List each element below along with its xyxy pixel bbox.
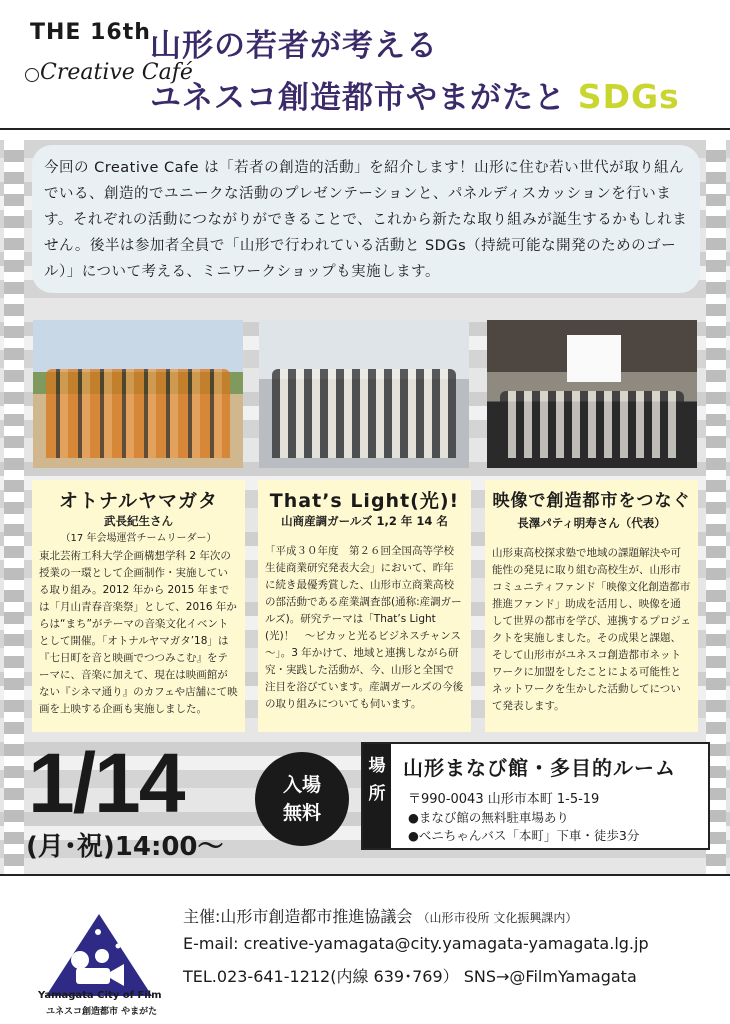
venue-note-parking: ●まなび館の無料駐車場あり <box>408 810 569 825</box>
title-line-2 <box>150 72 680 117</box>
presenter-speaker: 山商産調ガールズ 1,2 年 14 名 <box>281 514 448 528</box>
presenter-body: 東北芸術工科大学企画構想学科 2 年次の授業の一環として企画制作・実施している取り組み。2012 年から 2015 年までは「月山青春音楽祭」として、2016 年からは“まち”がテーマの音楽文化イベントとして開催。「オトナルヤマガタ’18」は『七日町を音と映画でつつみこむ』をテーマに、音楽に加えて、現在は映画館がない『シネマ通り』のカフェや店舗にて映画を上映する企画も実施しました。 <box>39 550 238 715</box>
intro-text: 今回の Creative Cafe は「若者の創造的活動」を紹介します！山形に住む若い世代が取り組んでいる、創造的でユニークな活動のプレゼンテーションと、パネルディスカッションを行います。それぞれの活動につながりができることで、これから新たな取り組みが誕生するかもしれません。後半は参加者全員で「山形で行われている活動と SDGs（持続可能な開発のためのゴール）」について考える、ミニワークショップも実施します。 <box>32 145 700 293</box>
edition-label: THE 16th <box>30 20 151 45</box>
photo-eizou <box>487 320 697 468</box>
venue-box <box>361 742 710 850</box>
series-logo: Creative Café <box>40 60 193 85</box>
event-date: 1/14 <box>28 736 184 830</box>
venue-name: 山形まなび館・多目的ルーム <box>403 756 676 780</box>
photo-screen <box>567 335 622 382</box>
presenter-speaker: 長澤パティ明寿さん（代表） <box>517 516 666 530</box>
logo-text-english: Yamagata City of Film <box>38 990 162 1001</box>
contact-phone: TEL.023-641-1212(内線 639･769） <box>183 967 459 986</box>
header-divider <box>0 128 730 130</box>
venue-label: 場所 <box>363 744 391 848</box>
contact-email[interactable]: E-mail: creative-yamagata@city.yamagata-yamagata.lg.jp <box>183 934 649 953</box>
presenter-speaker: 武長紀生さん <box>104 514 173 528</box>
organizer <box>183 904 577 927</box>
photo-otonaru-yamagata <box>33 320 243 468</box>
presenter-body: 「平成３０年度 第２６回全国高等学校生徒商業研究発表大会」において、昨年に続き最優秀賞した、山形市立商業高校の部活動である産業調査部(通称:産調ガールズ)。研究テーマは「That’s Light(光)！ ～ピカッと光るビジネスチャンス～」。3 年かけて、地域と連携しながら研究・実践した活動が、今、山形と全国で注目を浴びています。産調ガールズの今後の取り組みについても伺います。 <box>265 545 464 710</box>
presenter-title: オトナルヤマガタ <box>58 490 219 512</box>
presenter-card-1 <box>32 480 245 732</box>
title-sdgs: SDGs <box>577 77 680 116</box>
presenter-body: 山形東高校探求塾で地域の課題解決や可能性の発見に取り組む高校生が、山形市コミュニティファンド「映像文化創造都市推進ファンド」助成を活用し、映像を通して世界の都市を学び、連携するプロジェクトを実施しました。その成果と課題、そして山形市がユネスコ創造都市ネットワークに加盟をしたことによる可能性とネットワークを生かした活動してについて発表します。 <box>492 547 691 712</box>
venue-note-bus: ●べニちゃんバス「本町」下車・徒歩3分 <box>408 828 640 843</box>
presenter-role: （17 年会場運営チームリーダー） <box>60 533 217 544</box>
organizer-sub: （山形市役所 文化振興課内） <box>417 911 578 925</box>
presenter-title: 映像で創造都市をつなぐ <box>492 491 691 511</box>
film-perforation-left <box>4 140 24 875</box>
smile-icon <box>25 68 39 82</box>
logo-text-japanese: ユネスコ創造都市 やまがた <box>46 1007 158 1017</box>
presenter-card-3 <box>485 480 698 732</box>
title-line-1: 山形の若者が考える <box>150 28 438 64</box>
photo-crowd <box>500 391 685 458</box>
title-line-2-text: ユネスコ創造都市やまがたと <box>150 80 566 116</box>
photo-thats-light <box>259 320 469 468</box>
footer-divider <box>0 874 730 876</box>
presenter-card-2 <box>258 480 471 732</box>
presenter-title: That’s Light(光)! <box>269 490 460 512</box>
organizer-name: 主催:山形市創造都市推進協議会 <box>183 907 413 926</box>
free-badge-line-2: 無料 <box>282 802 321 824</box>
event-day-time: (月･祝)14:00～ <box>26 832 224 862</box>
free-admission-badge <box>255 752 349 846</box>
venue-address: 〒990-0043 山形市本町 1-5-19 <box>408 792 600 807</box>
sns-handle[interactable]: SNS→@FilmYamagata <box>463 967 637 986</box>
contact-phone-sns <box>183 964 637 987</box>
free-badge-line-1: 入場 <box>282 774 321 796</box>
photo-crowd <box>46 369 231 458</box>
photo-crowd <box>272 369 457 458</box>
